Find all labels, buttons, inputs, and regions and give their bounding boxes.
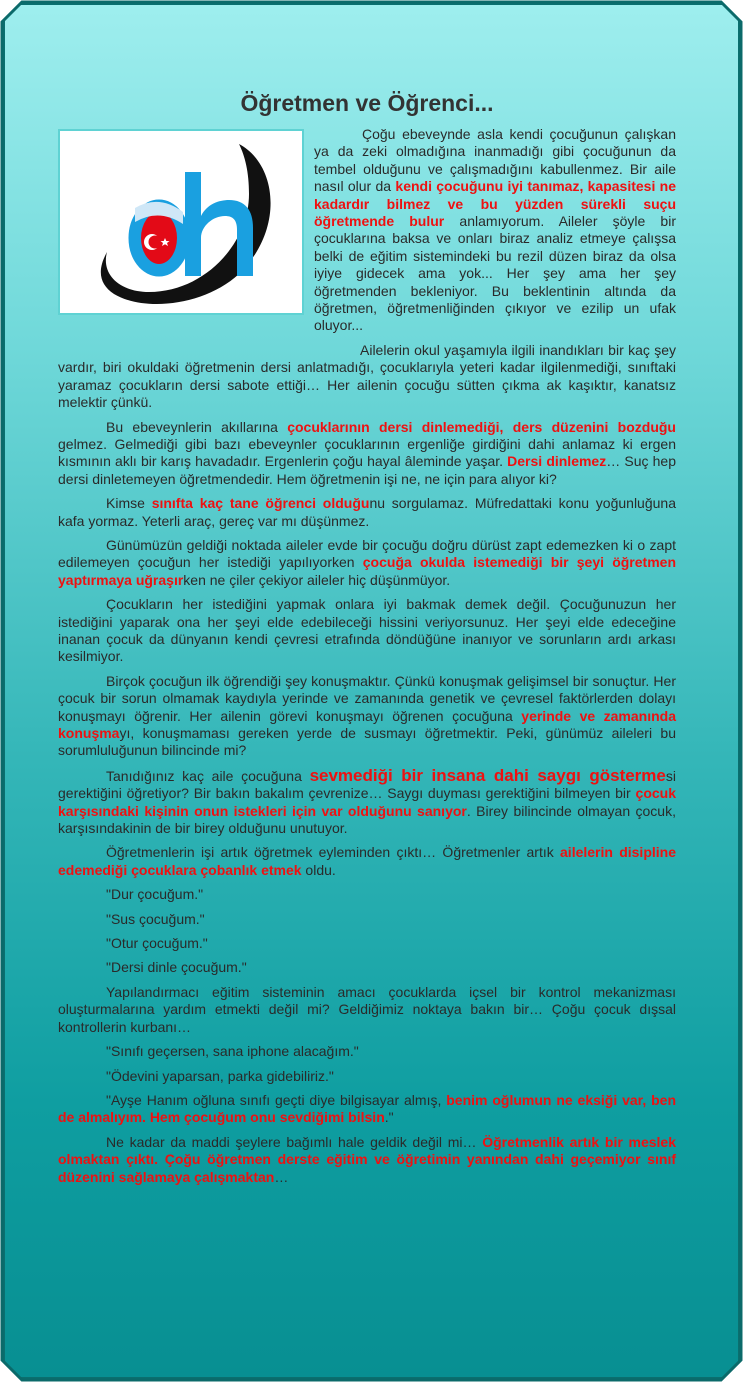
paragraph-9: Öğretmenlerin işi artık öğretmek eyleminden çıktı… Öğretmenler artık ailelerin disipline edemediği çocuklara çobanlık etmek oldu.: [58, 844, 676, 878]
paragraph-6: Çocukların her istediğini yapmak onlara iyi bakmak demek değil. Çocuğunuzun her istediğini yaparak ona her şeyi elde edebileceği hissini veriyorsunuz. Her şeyi elde edeceğine inanan çocuk da dünyanın kendi çevresi etrafında döndüğüne inanıyor ve sorunların ardı arkası kesilmiyor.: [58, 596, 676, 665]
quote-1: "Dur çocuğum.": [106, 886, 204, 903]
paragraph-8: Tanıdığınız kaç aile çocuğuna sevmediği bir insana dahi saygı göstermesi gerektiğini öğretiyor? Bir bakın bakalım çevrenize… Saygı duyması gerektiğini bilmeyen bir çocuk karşısındaki kişinin onun istekleri için var olduğunu sanıyor. Birey bilincinde olmayan çocuk, karşısındakinin de bir birey olduğunu unutuyor.: [58, 765, 676, 837]
paragraph-2: Ailelerin okul yaşamıyla ilgili inandıkları bir kaç şey vardır, biri okuldaki öğretmenin dersi anlatmadığı, çocuklarıyla yeteri kadar ilgilenmediği, sınıftaki yaramaz çocukların dersi sabote ettiği… Her ailenin çocuğu sütten çıkma ak kaşıktır, kanatsız melektir çünkü.: [58, 341, 676, 411]
quote-4: "Dersi dinle çocuğum.": [106, 959, 247, 976]
article-title: Öğretmen ve Öğrenci...: [240, 90, 494, 116]
paragraph-12: Ne kadar da maddi şeylere bağımlı hale geldik değil mi… Öğretmenlik artık bir meslek olmaktan çıktı. Çoğu öğretmen derste eğitim ve öğretimin yanından dahi geçemiyor sınıf düzenini sağlamaya çalışmaktan…: [58, 1133, 676, 1185]
quote-5: "Sınıfı geçersen, sana iphone alacağım.": [106, 1043, 359, 1060]
paragraph-5: Günümüzün geldiği noktada aileler evde bir çocuğu doğru dürüst zapt edemezken ki o zapt edilemeyen çocuğun her istediği yapılıyorken çocuğa okulda istemediği bir şeyi öğretmen yaptırmaya uğraşırken ne çiler çekiyor aileler hiç düşünmüyor.: [58, 536, 676, 588]
quote-6: "Ödevini yaparsan, parka gidebiliriz.": [106, 1067, 334, 1084]
logo-frame: [58, 129, 304, 315]
paragraph-7: Birçok çocuğun ilk öğrendiği şey konuşmaktır. Çünkü konuşmak gelişimsel bir sonuçtur. Her çocuk bir sorun olmamak kaydıyla yerinde ve zamanında genetik ve çevresel faktörlerden dolayı konuşmayı öğrenir. Her ailenin görevi konuşmayı öğrenen çocuğuna yerinde ve zamanında konuşmayı, konuşmaması gereken yerde de susmayı öğretmektir. Peki, günümüz aileleri bu sorumluluğunun bilincinde mi?: [58, 672, 676, 759]
quote-2: "Sus çocuğum.": [106, 910, 205, 927]
quote-3: "Otur çocuğum.": [106, 935, 208, 952]
paragraph-10: Yapılandırmacı eğitim sisteminin amacı çocuklarda içsel bir kontrol mekanizması oluşturmalarına yardım etmekti değil mi? Geldiğimiz noktaya bakın bir… Çoğu çocuk dışsal kontrollerin kurbanı…: [58, 983, 676, 1035]
paragraph-3: Bu ebeveynlerin akıllarına çocuklarının dersi dinlemediği, ders düzenini bozduğu gelmez. Gelmediği gibi bazı ebeveynler çocuklarının ergenliğe girdiğini dahi anlamaz ki ergen kısmının aklı bir karış havadadır. Ergenlerin çoğu hayal âleminde yaşar. Dersi dinlemez… Suç hep dersi dinletemeyen öğretmendedir. Hem öğretmenin işi ne, ne için para alıyor ki?: [58, 418, 676, 487]
paragraph-1: Çoğu ebeveynde asla kendi çocuğunun çalışkan ya da zeki olmadığına inanmadığı gibi çocuğunun da tembel olduğunu ve çalışmadığını kabullenmez. Bir aile nasıl olur da kendi çocuğunu iyi tanımaz, kapasitesi ne kadardır bilmez ve bu yüzden sürekli suçu öğretmende bulur anlamıyorum. Aileler şöyle bir çocuklarına baksa ve onları biraz analiz etmeye çalışsa belki de eğitim sistemindeki bu rezil düzen biraz da olsa iyiye gidecek ama yok... Her şey ama her şey öğretmenden bekleniyor. Bu beklentinin altında da öğretmen, öğretmenliğinden çıkıyor ve ezilip un ufak oluyor...: [314, 126, 676, 334]
paragraph-11: "Ayşe Hanım oğluna sınıfı geçti diye bilgisayar almış, benim oğlumun ne eksiği var, ben de almalıyım. Hem çocuğum onu sevdiğimi bilsin.": [58, 1091, 677, 1126]
oh-logo-icon: [89, 134, 277, 310]
article: [58, 88, 676, 1193]
paragraph-4: Kimse sınıfta kaç tane öğrenci olduğunu sorgulamaz. Müfredattaki konu yoğunluğuna kafa yormaz. Yeterli araç, gereç var mı düşünmez.: [58, 495, 676, 529]
